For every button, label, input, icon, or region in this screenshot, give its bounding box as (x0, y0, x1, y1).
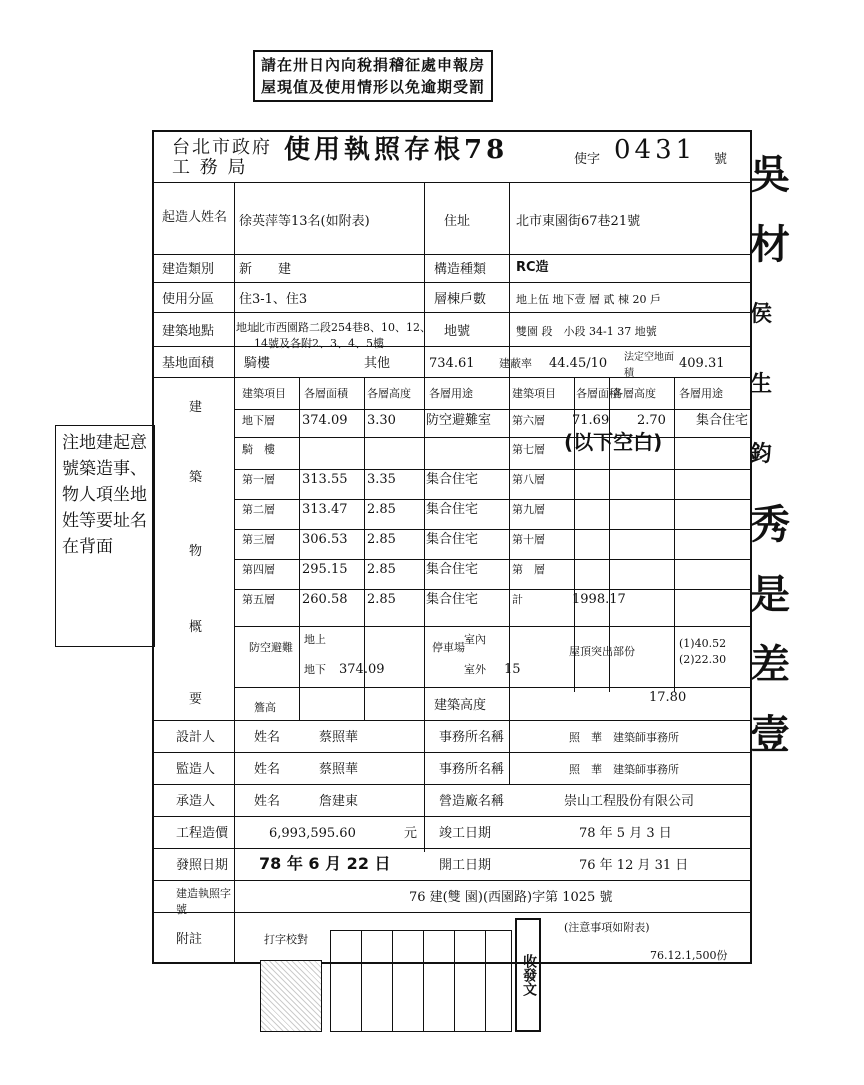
eave-label: 簷高 (254, 701, 276, 714)
col-use-right: 各層用途 (679, 387, 723, 400)
supervisor-name: 蔡照華 (319, 762, 359, 777)
roof-value: (1)40.52 (2)22.30 (679, 637, 727, 666)
right-floor-area: 71.69 (572, 413, 610, 428)
side-hand-4: 鈞 (750, 442, 773, 467)
left-floor-area: 313.47 (302, 502, 348, 517)
right-floor-height: 2.70 (637, 413, 666, 428)
issue-date: 78 年 6 月 22 日 (259, 854, 391, 873)
designer-label: 設計人 (176, 730, 216, 745)
issuer-org-line-2: 工 務 局 (172, 157, 248, 178)
left-floor-area: 374.09 (302, 413, 348, 428)
open-space-value: 409.31 (679, 356, 725, 371)
zone-value: 住3-1、住3 (239, 292, 308, 307)
side-hand-5: 秀 (750, 502, 790, 548)
side-hand-3: 生 (750, 372, 773, 397)
supervisor-office-label: 事務所名稱 (439, 762, 505, 777)
shelter-label: 防空避難 (249, 641, 293, 654)
left-floor-height: 2.85 (367, 562, 396, 577)
site-value: 北市西園路二段254巷8、10、12、14號及各附2、3、4、5樓 (254, 321, 431, 350)
left-floor-area: 313.55 (302, 472, 348, 487)
floors-label: 層棟戶數 (434, 292, 487, 307)
side-hand-1: 材 (750, 222, 790, 268)
bottom-stamp (515, 918, 541, 1032)
completion-label: 竣工日期 (439, 826, 492, 841)
left-floor-area: 295.15 (302, 562, 348, 577)
left-floor-height: 3.30 (367, 413, 396, 428)
permit-title: 使用執照存根78 (284, 135, 509, 165)
left-floor-label: 地下層 (242, 414, 275, 427)
building-side-5: 要 (189, 692, 203, 707)
right-floor-label: 第八層 (512, 473, 545, 486)
side-hand-0: 吳 (750, 152, 790, 198)
lot-value: 雙園 段 小段 34-1 37 地號 (516, 325, 657, 338)
left-floor-label: 第五層 (242, 593, 275, 606)
zone-label: 使用分區 (162, 292, 215, 307)
right-floor-label: 第九層 (512, 503, 545, 516)
left-floor-use: 集合住宅 (426, 562, 479, 577)
left-floor-label: 騎 樓 (242, 443, 275, 456)
left-floor-label: 第四層 (242, 563, 275, 576)
build-type-label: 建造類別 (162, 262, 215, 277)
contractor-name: 詹建東 (319, 794, 359, 809)
building-height-label: 建築高度 (434, 698, 487, 713)
start-date: 76 年 12 月 31 日 (579, 858, 689, 873)
building-height-value: 17.80 (649, 690, 687, 705)
side-hand-6: 是 (750, 572, 790, 618)
permit-form (152, 130, 752, 964)
right-floor-label: 第十層 (512, 533, 545, 546)
right-floor-area: 1998.17 (572, 592, 626, 607)
col-height-left: 各層高度 (367, 387, 411, 400)
designer-office: 照 華 建築師事務所 (569, 731, 679, 744)
left-floor-area: 260.58 (302, 592, 348, 607)
left-note-box (55, 425, 155, 647)
coverage-label: 建蔽率 (499, 357, 532, 370)
open-space-label: 法定空地面積 (624, 352, 674, 379)
bottom-grid (330, 930, 512, 1032)
roof-label: 屋頂突出部份 (569, 645, 635, 658)
building-side-3: 物 (189, 544, 203, 559)
left-floor-area: 306.53 (302, 532, 348, 547)
side-hand-2: 侯 (750, 302, 773, 327)
supervisor-label: 監造人 (176, 762, 216, 777)
company-name: 崇山工程股份有限公司 (564, 794, 695, 809)
col-area-left: 各層面積 (304, 387, 348, 400)
build-type-value: 新 建 (239, 262, 292, 277)
supervisor-name-label: 姓名 (254, 762, 281, 777)
col-height-right: 各層高度 (612, 387, 656, 400)
address-label: 住址 (444, 214, 471, 229)
owner-value: 徐英萍等13名(如附表) (239, 214, 370, 229)
left-floor-use: 集合住宅 (426, 592, 479, 607)
area-other-value: 734.61 (429, 356, 475, 371)
seal-box (260, 960, 322, 1032)
typing-check: 打字校對 (264, 933, 308, 946)
left-floor-label: 第三層 (242, 533, 275, 546)
building-side-2: 築 (189, 470, 203, 485)
shelter-below: 地下 (304, 663, 326, 676)
col-use-left: 各層用途 (429, 387, 473, 400)
designer-office-label: 事務所名稱 (439, 730, 505, 745)
owner-label: 起造人姓名 (162, 210, 228, 225)
lot-label: 地號 (444, 324, 471, 339)
shelter-below-value: 374.09 (339, 662, 385, 677)
left-floor-label: 第二層 (242, 503, 275, 516)
blank-below-note: (以下空白) (564, 430, 663, 454)
cost-unit: 元 (404, 826, 418, 841)
left-floor-height: 3.35 (367, 472, 396, 487)
coverage-value: 44.45/10 (549, 356, 608, 371)
floors-value: 地上伍 地下壹 層 貳 棟 20 戶 (516, 293, 661, 306)
start-date-label: 開工日期 (439, 858, 492, 873)
parking-outdoor-value: 15 (504, 662, 521, 677)
address-value: 北市東園街67巷21號 (516, 214, 641, 229)
left-floor-use: 集合住宅 (426, 472, 479, 487)
site-label: 建築地點 (162, 324, 215, 339)
side-hand-7: 差 (750, 642, 790, 688)
col-item-left: 建築項目 (242, 387, 286, 400)
area-other-label: 其他 (364, 356, 391, 371)
tax-notice-stamp (253, 50, 493, 102)
left-floor-height: 2.85 (367, 592, 396, 607)
designer-name-label: 姓名 (254, 730, 281, 745)
permit-ref-value: 76 建(雙 園)(西園路)字第 1025 號 (409, 890, 613, 905)
area-arcade: 騎樓 (244, 356, 271, 371)
right-floor-label: 第七層 (512, 443, 545, 456)
right-floor-label: 計 (512, 593, 523, 606)
left-floor-height: 2.85 (367, 532, 396, 547)
side-handwriting (750, 140, 810, 770)
designer-name: 蔡照華 (319, 730, 359, 745)
stamp-line-2: 屋現值及使用情形以免逾期受罰 (261, 78, 486, 96)
right-floor-label: 第 層 (512, 563, 545, 576)
supervisor-office: 照 華 建築師事務所 (569, 763, 679, 776)
cost-label: 工程造價 (176, 826, 229, 841)
bottom-stamp-text: 收發文 (521, 954, 537, 996)
left-floor-label: 第一層 (242, 473, 275, 486)
cost-value: 6,993,595.60 (269, 826, 356, 841)
remark-note: (注意事項如附表) (564, 921, 650, 934)
left-note-text: 注地建起意號築造事、物人項坐地姓等要址名 在背面 (62, 433, 147, 557)
shelter-above: 地上 (304, 633, 326, 646)
building-side-1: 建 (189, 400, 203, 415)
side-hand-8: 壹 (750, 712, 790, 758)
parking-label: 停車場 (432, 641, 465, 654)
permit-no-prefix: 使字 (574, 152, 601, 167)
left-floor-use: 防空避難室 (426, 413, 492, 428)
completion-date: 78 年 5 月 3 日 (579, 826, 672, 841)
permit-ref-label: 建造執照字號 (176, 887, 231, 916)
parking-indoor: 室內 (464, 633, 486, 646)
right-floor-use: 集合住宅 (696, 413, 749, 428)
right-floor-label: 第六層 (512, 414, 545, 427)
permit-number: 0431 (614, 135, 697, 165)
contractor-label: 承造人 (176, 794, 216, 809)
building-side-4: 概 (189, 620, 203, 635)
permit-no-suffix: 號 (714, 152, 728, 167)
area-label: 基地面積 (162, 356, 215, 371)
issuer-org-line-1: 台北市政府 (172, 137, 272, 158)
left-floor-use: 集合住宅 (426, 502, 479, 517)
left-floor-use: 集合住宅 (426, 532, 479, 547)
company-label: 營造廠名稱 (439, 794, 505, 809)
col-area-right: 各層面積 (576, 387, 620, 400)
site-small-label: 地址 (236, 321, 258, 334)
remark-label: 附註 (176, 932, 203, 947)
print-number: 76.12.1,500份 (650, 949, 728, 962)
stamp-line-1: 請在卅日內向稅捐稽征處申報房 (261, 56, 486, 74)
contractor-name-label: 姓名 (254, 794, 281, 809)
structure-label: 構造種類 (434, 262, 487, 277)
col-item-right: 建築項目 (512, 387, 556, 400)
parking-outdoor: 室外 (464, 663, 486, 676)
left-floor-height: 2.85 (367, 502, 396, 517)
issue-date-label: 發照日期 (176, 858, 229, 873)
structure-value: RC造 (516, 260, 549, 275)
